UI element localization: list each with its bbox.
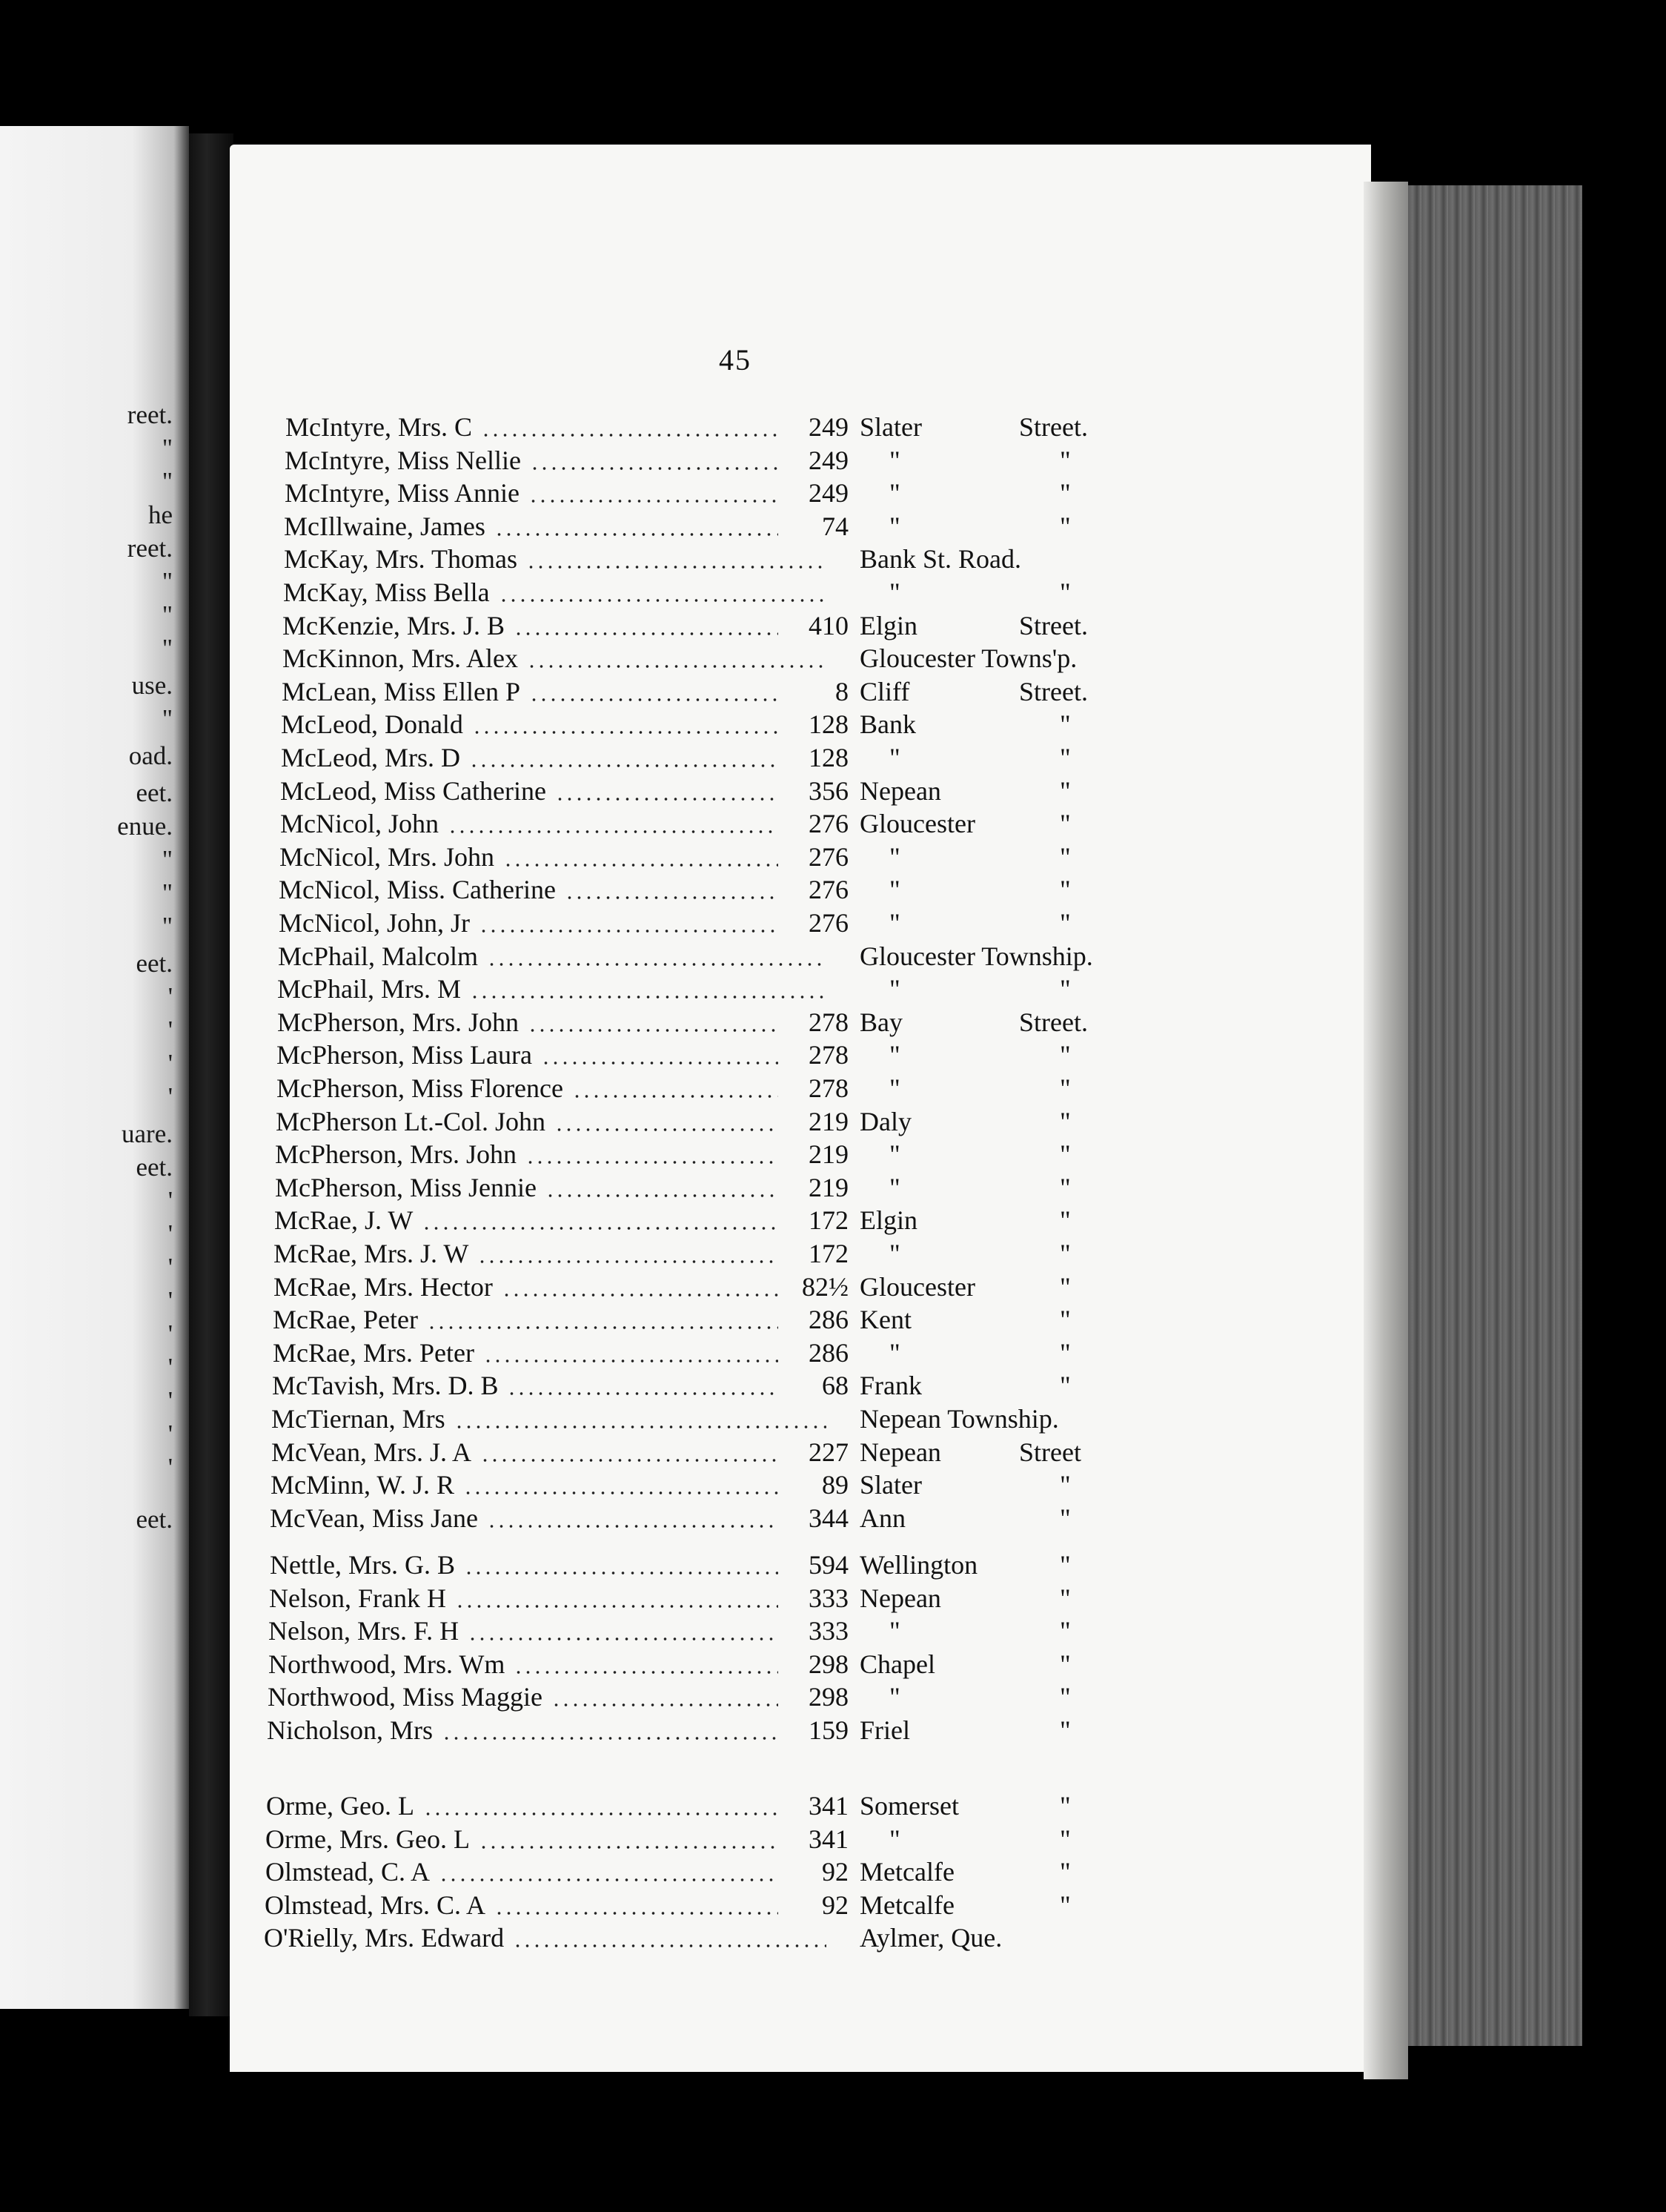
entry-house-number: 341 [809,1824,849,1854]
dot-leader [554,1128,778,1131]
directory-entry [264,1922,1156,1955]
left-page-fragment: eet. [136,1505,173,1534]
left-page-fragment: ' [167,1016,173,1044]
entry-house-number: 276 [809,809,849,838]
entry-street-type: " [1060,1616,1071,1646]
directory-entry [284,543,1156,576]
directory-entry [267,1715,1156,1747]
entry-house-number: 341 [809,1791,849,1821]
entry-name: McPherson, Mrs. John [277,1007,523,1038]
entry-house-number: 219 [809,1173,849,1202]
entry-street-type: Street. [1019,412,1088,442]
dot-leader [499,599,826,602]
entry-name: Nelson, Frank H [269,1583,451,1614]
entry-street: " [889,1616,900,1646]
entry-street-type: " [1060,1139,1071,1169]
directory-entry [273,1271,1156,1304]
directory-entry [270,1503,1156,1535]
entry-name: McRae, Peter [273,1304,422,1335]
entry-street-type: " [1060,1371,1071,1400]
directory-entry [276,1106,1156,1139]
entry-name: McRae, Mrs. Hector [273,1271,497,1302]
entry-house-number: 82½ [802,1272,849,1302]
entry-street: Chapel [860,1649,935,1679]
entry-name: McRae, J. W [274,1205,417,1236]
dot-leader [572,1095,778,1098]
entry-house-number: 276 [809,875,849,904]
entry-street: " [889,974,900,1004]
entry-street: " [889,511,900,541]
entry-street-type: " [1060,1550,1071,1580]
entry-name: McPherson, Miss Florence [276,1073,568,1104]
entry-street: Cliff [860,677,910,706]
directory-entry [285,411,1156,444]
entry-street-type: " [1060,1073,1071,1103]
dot-leader [448,830,778,833]
directory-entry [276,1073,1156,1105]
dot-leader [565,896,778,899]
entry-street: Slater [860,1470,922,1500]
entry-name: McNicol, Mrs. John [279,841,499,872]
entry-street-type: " [1060,743,1071,772]
left-page-fragment: ' [167,1420,173,1448]
entry-street-type: " [1060,875,1071,904]
entry-house-number: 333 [809,1616,849,1646]
entry-name: McRae, Mrs. J. W [273,1238,473,1269]
entry-name: Northwood, Mrs. Wm [268,1649,509,1680]
entry-street: Bank [860,709,916,739]
directory-entry [271,1469,1156,1502]
entry-house-number: 276 [809,842,849,872]
entry-street: Frank [860,1371,922,1400]
directory-entry [283,577,1156,609]
entry-house-number: 227 [809,1437,849,1467]
directory-entry [276,1039,1156,1072]
entry-street: Elgin [860,1205,917,1235]
entry-street: Gloucester [860,809,975,838]
directory-entry [279,874,1156,907]
entry-street: " [889,1682,900,1712]
entry-name: McPhail, Mrs. M [277,973,465,1004]
dot-leader [529,698,778,701]
left-page-fragment: ' [167,982,173,1011]
left-page-fragment: ' [167,1386,173,1415]
entry-street-type: " [1060,1649,1071,1679]
entry-street: " [889,743,900,772]
dot-leader [454,1425,826,1428]
left-page-fragment: eet. [136,778,173,807]
entry-name: McPhail, Malcolm [278,941,482,972]
entry-street-type: " [1060,1791,1071,1821]
entry-street: Ann [860,1503,906,1533]
entry-name: McLean, Miss Ellen P [282,676,525,707]
entry-house-number: 249 [809,412,849,442]
dot-leader [555,798,778,801]
left-page-fragment: reet. [127,400,173,429]
dot-leader [481,434,778,437]
entry-house-number: 74 [822,511,849,541]
entry-street: Gloucester [860,1272,975,1302]
dot-leader [514,1671,778,1674]
entry-street: Metcalfe [860,1857,955,1887]
directory-entry [280,775,1156,808]
entry-house-number: 333 [809,1583,849,1613]
entry-house-number: 172 [809,1239,849,1268]
entry-street: Bay [860,1007,903,1037]
entry-street: Bank St. Road. [860,544,1022,574]
entry-street: " [889,1040,900,1070]
entry-street-type: " [1060,974,1071,1004]
entry-house-number: 219 [809,1107,849,1136]
entry-street-type: " [1060,1107,1071,1136]
dot-leader [442,1737,778,1740]
entry-house-number: 249 [809,478,849,508]
entry-street-type: " [1060,1338,1071,1368]
left-page-fragment: " [162,912,173,941]
directory-entry [284,511,1156,543]
entry-street: Friel [860,1715,910,1745]
entry-street-type: " [1060,511,1071,541]
entry-street: Nepean Township. [860,1404,1059,1434]
entry-house-number: 89 [822,1470,849,1500]
entry-street-type: " [1060,1824,1071,1854]
entry-name: McTiernan, Mrs [271,1403,450,1434]
entry-name: Orme, Geo. L [266,1790,419,1821]
left-page-fragment: eet. [136,949,173,978]
left-facing-page [0,126,189,2009]
directory-entry [285,445,1156,477]
entry-name: Northwood, Miss Maggie [268,1681,547,1712]
entry-name: McIntyre, Mrs. C [285,411,477,443]
entry-name: O'Rielly, Mrs. Edward [264,1922,508,1953]
entry-house-number: 172 [809,1205,849,1235]
dot-leader [526,566,826,569]
dot-leader [463,1491,778,1494]
directory-entry [274,1205,1156,1237]
entry-street: " [889,908,900,938]
entry-street-type: " [1060,1173,1071,1202]
directory-entry [279,841,1156,874]
entry-house-number: 410 [809,611,849,640]
entry-street: Gloucester Township. [860,941,1093,971]
entry-name: McLeod, Donald [281,709,468,740]
directory-entry [275,1139,1156,1171]
entry-name: Nelson, Mrs. F. H [268,1615,463,1646]
directory-entry [271,1403,1156,1436]
entry-street: " [889,446,900,475]
directory-entry [273,1238,1156,1271]
dot-leader [439,1878,778,1881]
directory-entry [272,1370,1156,1403]
entry-street-type: " [1060,1857,1071,1887]
directory-entry [285,477,1156,510]
directory-entry [281,742,1156,775]
dot-leader [525,1161,778,1164]
entry-street: Slater [860,412,922,442]
left-page-fragment: " [162,878,173,907]
directory-entry [282,676,1156,709]
entry-house-number: 298 [809,1682,849,1712]
directory-entry [281,709,1156,741]
dot-leader [545,1194,778,1197]
left-page-fragment: he [147,500,173,529]
entry-street: Metcalfe [860,1890,955,1920]
entry-name: Olmstead, C. A [265,1856,434,1887]
entry-name: Nettle, Mrs. G. B [270,1549,459,1580]
entry-street-type: " [1060,709,1071,739]
left-page-fragment: ' [167,1186,173,1215]
book-gutter [189,133,233,2016]
book-block-edges [1408,185,1582,2046]
entry-street-type: Street [1019,1437,1081,1467]
dot-leader [472,731,778,734]
entry-name: McPherson, Miss Jennie [275,1172,541,1203]
entry-street-type: " [1060,842,1071,872]
left-page-fragment: eet. [136,1153,173,1182]
entry-name: McIllwaine, James [284,511,490,542]
entry-street-type: " [1060,1305,1071,1334]
entry-house-number: 219 [809,1139,849,1169]
left-page-fragment: reet. [127,534,173,563]
entry-street-type: " [1060,809,1071,838]
left-page-fragment: " [162,467,173,496]
directory-entry [268,1649,1156,1681]
dot-leader [455,1605,778,1608]
left-page-fragment: " [162,434,173,463]
entry-street: " [889,842,900,872]
dot-leader [530,467,778,470]
entry-house-number: 128 [809,743,849,772]
entry-name: Olmstead, Mrs. C. A [265,1890,490,1921]
entry-street: " [889,478,900,508]
entry-name: McIntyre, Miss Nellie [285,445,525,476]
entry-street-type: " [1060,908,1071,938]
dot-leader [514,632,778,635]
dot-leader [502,1294,778,1297]
entry-street: " [889,1338,900,1368]
left-page-fragment: ' [167,1453,173,1482]
entry-street: " [889,1073,900,1103]
dot-leader [479,1846,778,1849]
entry-street: Aylmer, Que. [860,1923,1003,1953]
entry-house-number: 68 [822,1371,849,1400]
directory-entry [277,1007,1156,1039]
entry-name: McNicol, Miss. Catherine [279,874,560,905]
entry-name: McVean, Miss Jane [270,1503,482,1534]
dot-leader [487,1525,778,1528]
entry-house-number: 278 [809,1073,849,1103]
entry-name: McKinnon, Mrs. Alex [282,643,522,674]
left-page-fragment: oad. [128,741,173,770]
left-page-fragment: ' [167,1082,173,1111]
left-page-fragment: " [162,600,173,629]
dot-leader [494,533,778,536]
entry-street: " [889,1824,900,1854]
entry-street-type: " [1060,1503,1071,1533]
entry-house-number: 286 [809,1338,849,1368]
dot-leader [470,996,826,999]
page-number: 45 [719,343,751,377]
entry-name: McLeod, Miss Catherine [280,775,551,807]
dot-leader [483,1360,778,1362]
dot-leader [464,1572,778,1574]
left-page-fragment: " [162,567,173,596]
entry-street-type: Street. [1019,1007,1088,1037]
dot-leader [422,1227,778,1230]
dot-leader [468,1638,778,1640]
directory-entry [268,1681,1156,1714]
entry-street: Nepean [860,776,941,806]
directory-entry [282,610,1156,643]
entry-street-type: " [1060,1583,1071,1613]
dot-leader [528,1029,778,1032]
entry-street: Elgin [860,611,917,640]
entry-house-number: 276 [809,908,849,938]
entry-house-number: 92 [822,1890,849,1920]
entry-street-type: " [1060,776,1071,806]
entry-house-number: 8 [835,677,849,706]
dot-leader [528,500,778,503]
entry-house-number: 356 [809,776,849,806]
entry-street-type: " [1060,1239,1071,1268]
left-page-fragment: ' [167,1319,173,1348]
entry-name: McTavish, Mrs. D. B [272,1370,502,1401]
entry-name: McNicol, John, Jr [279,907,474,938]
directory-entry [278,941,1156,973]
dot-leader [541,1062,778,1064]
entry-street-type: " [1060,1205,1071,1235]
dot-leader [507,1392,778,1395]
dot-leader [469,764,778,767]
entry-house-number: 92 [822,1857,849,1887]
dot-leader [427,1326,778,1329]
entry-street-type: " [1060,1470,1071,1500]
entry-name: McRae, Mrs. Peter [273,1337,479,1368]
entry-street-type: " [1060,446,1071,475]
directory-entry [273,1337,1156,1370]
entry-house-number: 344 [809,1503,849,1533]
entry-street-type: " [1060,1040,1071,1070]
entry-street: Nepean [860,1583,941,1613]
page-edge [1364,182,1408,2079]
entry-street: Kent [860,1305,912,1334]
entry-street: Daly [860,1107,912,1136]
dot-leader [479,930,778,933]
left-page-fragment: ' [167,1253,173,1282]
entry-street: " [889,1173,900,1202]
dot-leader [503,864,778,867]
entry-name: McIntyre, Miss Annie [285,477,524,509]
entry-name: McKay, Mrs. Thomas [284,543,522,574]
entry-name: McLeod, Mrs. D [281,742,465,773]
entry-house-number: 159 [809,1715,849,1745]
directory-entry [268,1615,1156,1648]
directory-entry [266,1790,1156,1823]
entry-name: McKenzie, Mrs. J. B [282,610,509,641]
directory-entry [280,808,1156,841]
directory-entry [282,643,1156,675]
left-page-fragment: " [162,634,173,663]
left-page-fragment: " [162,704,173,733]
directory-entry [270,1549,1156,1582]
directory-entry [273,1304,1156,1337]
entry-house-number: 278 [809,1040,849,1070]
entry-street: " [889,577,900,607]
entry-house-number: 298 [809,1649,849,1679]
entry-name: McPherson, Miss Laura [276,1039,537,1070]
left-page-fragment: ' [167,1353,173,1382]
directory-entry [275,1172,1156,1205]
left-page-fragment: uare. [122,1119,173,1148]
entry-street-type: " [1060,1682,1071,1712]
directory-entry [277,973,1156,1006]
entry-name: McNicol, John [280,808,443,839]
entry-street-type: " [1060,1890,1071,1920]
left-page-fragment: ' [167,1219,173,1248]
entry-name: McVean, Mrs. J. A [271,1437,476,1468]
entry-street-type: " [1060,478,1071,508]
directory-entry [265,1824,1156,1856]
entry-name: Nicholson, Mrs [267,1715,437,1746]
entry-name: McPherson Lt.-Col. John [276,1106,550,1137]
entry-street: Wellington [860,1550,978,1580]
entry-name: McKay, Miss Bella [283,577,494,608]
entry-street-type: Street. [1019,611,1088,640]
entry-house-number: 249 [809,446,849,475]
entry-house-number: 286 [809,1305,849,1334]
entry-house-number: 278 [809,1007,849,1037]
dot-leader [487,963,826,966]
entry-street: Gloucester Towns'p. [860,643,1078,673]
entry-street: " [889,875,900,904]
entry-street: " [889,1239,900,1268]
dot-leader [551,1703,778,1706]
left-page-fragment: use. [131,671,173,700]
entry-house-number: 594 [809,1550,849,1580]
left-page-fragment: ' [167,1286,173,1315]
entry-street: " [889,1139,900,1169]
entry-name: McPherson, Mrs. John [275,1139,521,1170]
entry-street: Nepean [860,1437,941,1467]
directory-entry [269,1583,1156,1615]
entry-street-type: " [1060,577,1071,607]
entry-street-type: " [1060,1272,1071,1302]
entry-street-type: " [1060,1715,1071,1745]
entry-name: Orme, Mrs. Geo. L [265,1824,474,1855]
directory-entry [265,1856,1156,1889]
entry-name: McMinn, W. J. R [271,1469,459,1500]
dot-leader [480,1459,778,1462]
dot-leader [527,665,826,668]
dot-leader [477,1260,778,1263]
directory-entry [279,907,1156,940]
left-page-fragment: enue. [117,812,173,841]
directory-entry [265,1890,1156,1922]
left-page-fragment: ' [167,1049,173,1078]
dot-leader [494,1912,778,1915]
entry-street: Somerset [860,1791,959,1821]
dot-leader [423,1812,778,1815]
entry-house-number: 128 [809,709,849,739]
directory-entry [271,1437,1156,1469]
left-page-fragment: " [162,845,173,874]
dot-leader [513,1944,826,1947]
entry-street-type: Street. [1019,677,1088,706]
